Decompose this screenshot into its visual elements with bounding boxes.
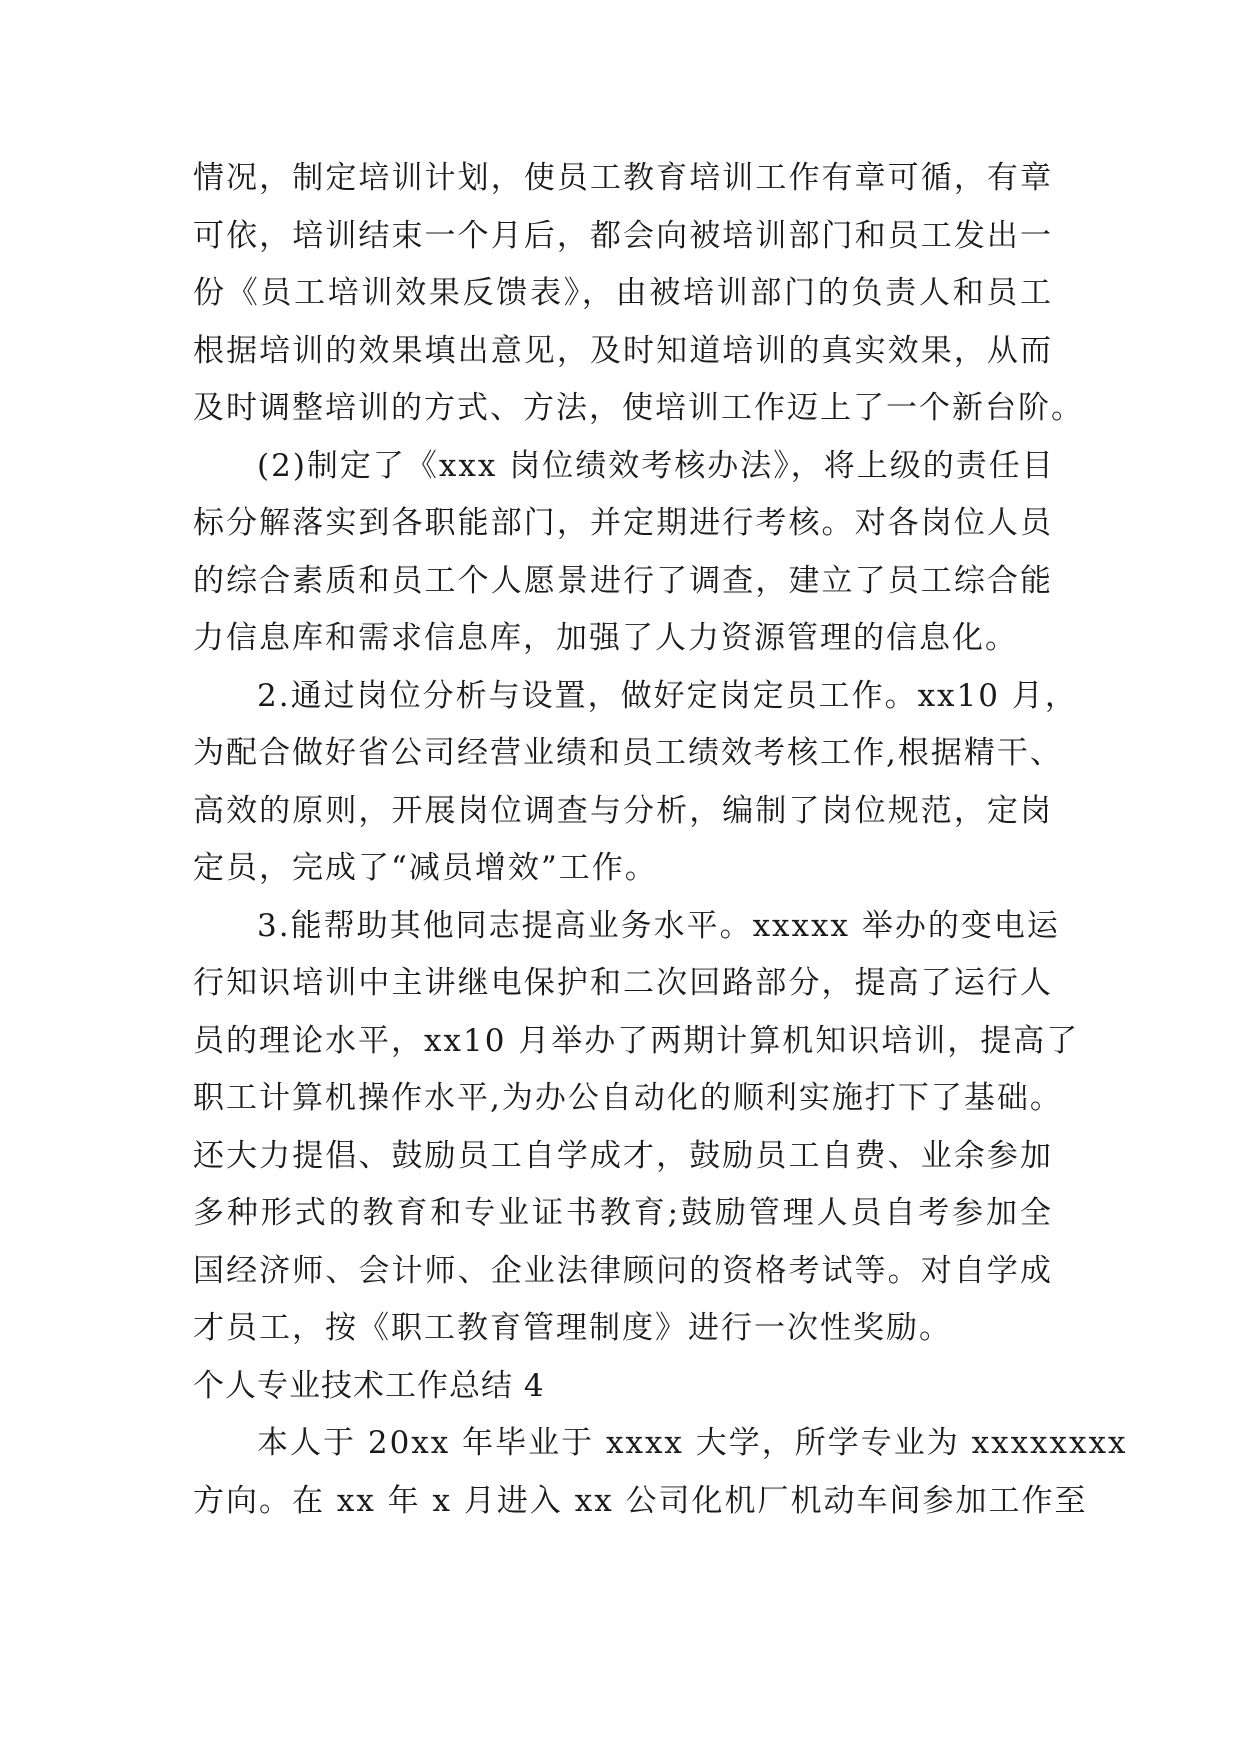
text-line: 份《员工培训效果反馈表》，由被培训部门的负责人和员工 (193, 275, 1053, 311)
text-line: 的综合素质和员工个人愿景进行了调查，建立了员工综合能 (193, 562, 1053, 599)
text-line: 还大力提倡、鼓励员工自学成才，鼓励员工自费、业余参加 (193, 1137, 1053, 1174)
text-line: 3.能帮助其他同志提高业务水平。xxxxx 举办的变电运 (257, 907, 1060, 944)
text-line: 情况，制定培训计划，使员工教育培训工作有章可循，有章 (193, 160, 1053, 196)
document-body (193, 150, 1128, 1530)
text-line: 员的理论水平，xx10 月举办了两期计算机知识培训，提高了 (193, 1022, 1080, 1059)
text-line: (2)制定了《xxx 岗位绩效考核办法》，将上级的责任目 (257, 447, 1055, 484)
text-line: 行知识培训中主讲继电保护和二次回路部分，提高了运行人 (193, 965, 1053, 1001)
text-line: 本人于 20xx 年毕业于 xxxx 大学，所学专业为 xxxxxxxx (257, 1425, 1128, 1461)
text-line: 方向。在 xx 年 x 月进入 xx 公司化机厂机动车间参加工作至 (193, 1482, 1088, 1519)
text-line: 可依，培训结束一个月后，都会向被培训部门和员工发出一 (193, 217, 1053, 254)
text-line: 标分解落实到各职能部门，并定期进行考核。对各岗位人员 (193, 505, 1053, 541)
text-line: 根据培训的效果填出意见，及时知道培训的真实效果，从而 (193, 332, 1053, 369)
text-line: 为配合做好省公司经营业绩和员工绩效考核工作,根据精干、 (193, 735, 1063, 771)
text-line: 力信息库和需求信息库，加强了人力资源管理的信息化。 (193, 620, 1018, 656)
text-line: 定员，完成了“减员增效”工作。 (193, 850, 658, 886)
text-line: 2.通过岗位分析与设置，做好定岗定员工作。xx10 月， (257, 677, 1078, 714)
text-line: 才员工，按《职工教育管理制度》进行一次性奖励。 (193, 1310, 952, 1346)
text-line: 高效的原则，开展岗位调查与分析，编制了岗位规范，定岗 (193, 792, 1053, 829)
section-heading: 个人专业技术工作总结 4 (193, 1367, 545, 1404)
text-line: 职工计算机操作水平,为办公自动化的顺利实施打下了基础。 (193, 1080, 1063, 1116)
text-line: 多种形式的教育和专业证书教育;鼓励管理人员自考参加全 (193, 1195, 1053, 1231)
text-line: 及时调整培训的方式、方法，使培训工作迈上了一个新台阶。 (193, 390, 1084, 426)
text-line: 国经济师、会计师、企业法律顾问的资格考试等。对自学成 (193, 1252, 1053, 1289)
